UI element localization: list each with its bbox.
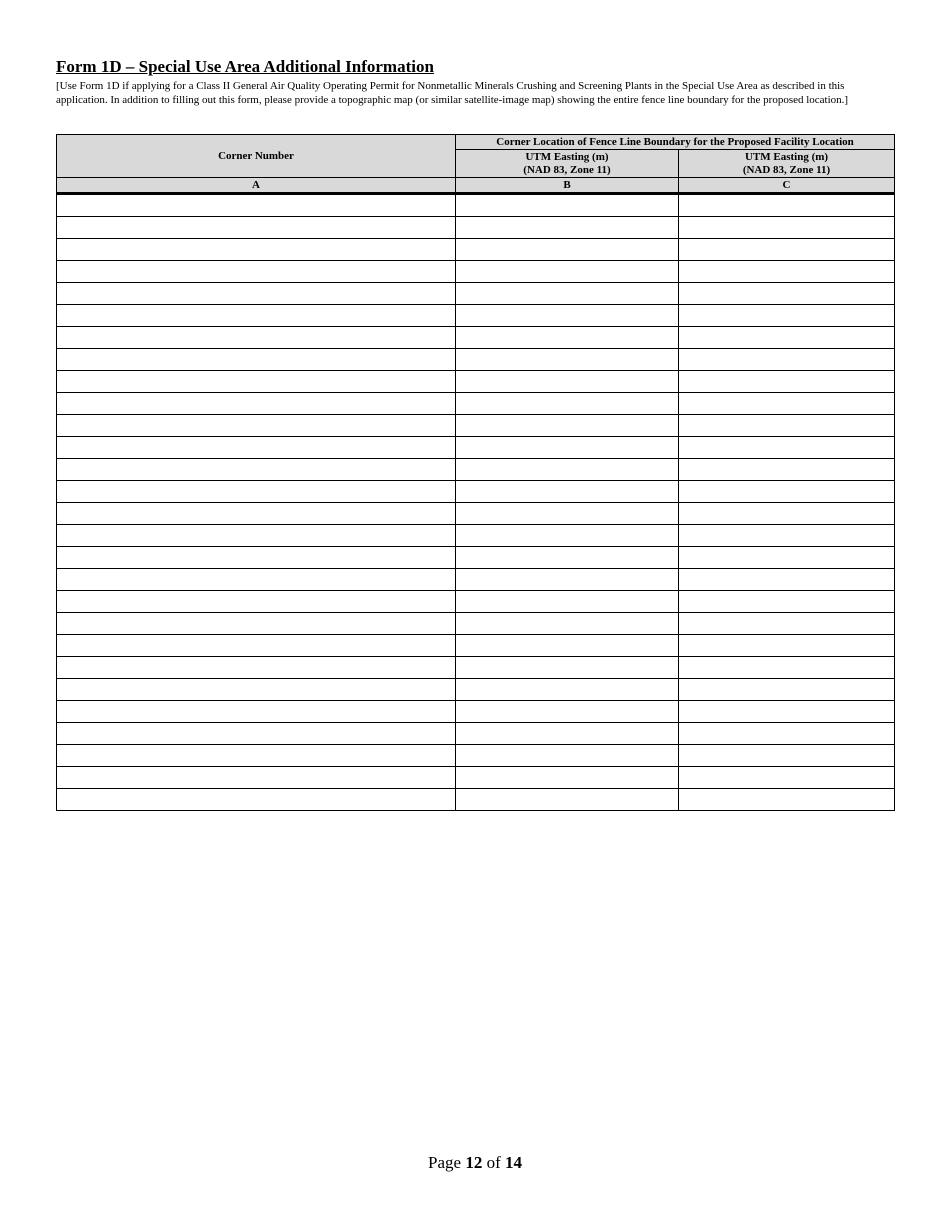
table-row: [57, 569, 895, 591]
utm-column-b-header: [456, 150, 679, 178]
table-row: [57, 481, 895, 503]
utm-easting-b-cell[interactable]: [456, 503, 679, 525]
utm-easting-b-cell[interactable]: [456, 569, 679, 591]
utm-easting-b-cell[interactable]: [456, 745, 679, 767]
corner-number-cell[interactable]: [57, 481, 456, 503]
table-row: [57, 415, 895, 437]
utm-easting-b-cell[interactable]: [456, 547, 679, 569]
utm-easting-c-cell[interactable]: [679, 701, 895, 723]
utm-easting-c-cell[interactable]: [679, 194, 895, 217]
table-row: [57, 283, 895, 305]
table-row: [57, 239, 895, 261]
table-row: [57, 437, 895, 459]
fence-line-table-body: [57, 194, 895, 811]
utm-easting-c-cell[interactable]: [679, 459, 895, 481]
corner-number-cell[interactable]: [57, 679, 456, 701]
total-pages-number: 14: [504, 1153, 522, 1172]
utm-easting-b-cell[interactable]: [456, 635, 679, 657]
utm-easting-c-cell[interactable]: [679, 525, 895, 547]
corner-number-cell[interactable]: [57, 415, 456, 437]
utm-easting-c-cell[interactable]: [679, 613, 895, 635]
table-row: [57, 745, 895, 767]
utm-easting-c-cell[interactable]: [679, 349, 895, 371]
utm-easting-c-cell[interactable]: [679, 437, 895, 459]
utm-easting-b-cell[interactable]: [456, 305, 679, 327]
fence-line-group-header: Corner Location of Fence Line Boundary for the Proposed Facility Location: [456, 135, 895, 150]
table-row: [57, 789, 895, 811]
utm-easting-c-cell[interactable]: [679, 327, 895, 349]
corner-number-cell[interactable]: [57, 657, 456, 679]
form-instructions: [Use Form 1D if applying for a Class II General Air Quality Operating Permit for Nonmetallic Minerals Crushing and Screening Plants in the Special Use Area as described in this application. In addition to filling out this form, please provide a topographic map (or similar satellite-image map) showing the entire fence line boundary for the proposed location.]: [56, 80, 849, 106]
utm-easting-b-cell[interactable]: [456, 261, 679, 283]
corner-number-cell[interactable]: [57, 525, 456, 547]
utm-easting-b-cell[interactable]: [456, 415, 679, 437]
corner-number-cell[interactable]: [57, 591, 456, 613]
utm-easting-b-cell[interactable]: [456, 283, 679, 305]
utm-easting-b-cell[interactable]: [456, 657, 679, 679]
of-word: of: [486, 1153, 501, 1172]
corner-number-cell[interactable]: [57, 305, 456, 327]
table-row: [57, 305, 895, 327]
utm-easting-b-cell[interactable]: [456, 327, 679, 349]
utm-easting-c-cell[interactable]: [679, 239, 895, 261]
utm-easting-b-cell[interactable]: [456, 393, 679, 415]
utm-easting-b-cell[interactable]: [456, 723, 679, 745]
table-row: [57, 767, 895, 789]
table-row: [57, 547, 895, 569]
utm-easting-c-cell[interactable]: [679, 635, 895, 657]
utm-easting-c-cell[interactable]: [679, 503, 895, 525]
table-row: [57, 327, 895, 349]
utm-easting-c-cell[interactable]: [679, 657, 895, 679]
corner-number-header: Corner Number: [57, 135, 456, 178]
utm-easting-b-cell[interactable]: [456, 591, 679, 613]
column-letter-c: C: [679, 178, 895, 194]
column-letter-b: B: [456, 178, 679, 194]
current-page-number: 12: [465, 1153, 483, 1172]
utm-column-b-header-line1: UTM Easting (m): [525, 150, 609, 163]
table-row: [57, 393, 895, 415]
table-row: [57, 591, 895, 613]
corner-number-cell[interactable]: [57, 283, 456, 305]
utm-easting-b-cell[interactable]: [456, 217, 679, 239]
page-title: Form 1D – Special Use Area Additional Information: [56, 57, 434, 76]
utm-easting-c-cell[interactable]: [679, 745, 895, 767]
utm-easting-b-cell[interactable]: [456, 679, 679, 701]
corner-number-cell[interactable]: [57, 701, 456, 723]
utm-easting-c-cell[interactable]: [679, 393, 895, 415]
utm-easting-b-cell[interactable]: [456, 613, 679, 635]
utm-easting-c-cell[interactable]: [679, 723, 895, 745]
table-row: [57, 194, 895, 217]
utm-easting-b-cell[interactable]: [456, 481, 679, 503]
utm-column-c-header-line1: UTM Easting (m): [744, 150, 829, 163]
table-row: [57, 371, 895, 393]
utm-easting-c-cell[interactable]: [679, 261, 895, 283]
utm-easting-c-cell[interactable]: [679, 679, 895, 701]
utm-easting-c-cell[interactable]: [679, 305, 895, 327]
corner-number-cell[interactable]: [57, 239, 456, 261]
corner-number-cell[interactable]: [57, 327, 456, 349]
column-letter-a: A: [57, 178, 456, 194]
corner-number-cell[interactable]: [57, 503, 456, 525]
corner-number-cell[interactable]: [57, 371, 456, 393]
utm-easting-b-cell[interactable]: [456, 789, 679, 811]
corner-number-cell[interactable]: [57, 349, 456, 371]
utm-easting-b-cell[interactable]: [456, 767, 679, 789]
utm-easting-b-cell[interactable]: [456, 437, 679, 459]
utm-easting-c-cell[interactable]: [679, 789, 895, 811]
utm-easting-b-cell[interactable]: [456, 239, 679, 261]
table-row: [57, 701, 895, 723]
corner-number-cell[interactable]: [57, 194, 456, 217]
page-footer: [0, 1153, 950, 1173]
table-row: [57, 723, 895, 745]
table-row: [57, 217, 895, 239]
table-row: [57, 261, 895, 283]
utm-easting-b-cell[interactable]: [456, 349, 679, 371]
page-word: Page: [428, 1153, 462, 1172]
table-row: [57, 679, 895, 701]
corner-number-cell[interactable]: [57, 393, 456, 415]
table-row: [57, 503, 895, 525]
corner-number-cell[interactable]: [57, 635, 456, 657]
table-row: [57, 657, 895, 679]
corner-number-cell[interactable]: [57, 789, 456, 811]
corner-number-cell[interactable]: [57, 437, 456, 459]
utm-column-c-header: [679, 150, 895, 178]
table-row: [57, 613, 895, 635]
corner-number-cell[interactable]: [57, 613, 456, 635]
utm-easting-c-cell[interactable]: [679, 283, 895, 305]
corner-number-cell[interactable]: [57, 261, 456, 283]
corner-number-cell[interactable]: [57, 767, 456, 789]
utm-easting-c-cell[interactable]: [679, 481, 895, 503]
corner-number-cell[interactable]: [57, 459, 456, 481]
utm-easting-c-cell[interactable]: [679, 547, 895, 569]
utm-easting-b-cell[interactable]: [456, 371, 679, 393]
utm-easting-b-cell[interactable]: [456, 701, 679, 723]
utm-easting-c-cell[interactable]: [679, 767, 895, 789]
utm-easting-c-cell[interactable]: [679, 569, 895, 591]
utm-easting-b-cell[interactable]: [456, 525, 679, 547]
utm-easting-c-cell[interactable]: [679, 591, 895, 613]
corner-number-cell[interactable]: [57, 723, 456, 745]
table-row: [57, 349, 895, 371]
corner-number-cell[interactable]: [57, 217, 456, 239]
corner-number-cell[interactable]: [57, 547, 456, 569]
utm-easting-c-cell[interactable]: [679, 415, 895, 437]
table-row: [57, 459, 895, 481]
table-row: [57, 635, 895, 657]
utm-easting-c-cell[interactable]: [679, 217, 895, 239]
utm-easting-b-cell[interactable]: [456, 459, 679, 481]
utm-column-b-header-line2: (NAD 83, Zone 11): [523, 163, 611, 176]
fence-line-table: [56, 134, 895, 811]
table-row: [57, 525, 895, 547]
corner-number-cell[interactable]: [57, 569, 456, 591]
corner-number-cell[interactable]: [57, 745, 456, 767]
utm-easting-c-cell[interactable]: [679, 371, 895, 393]
utm-easting-b-cell[interactable]: [456, 194, 679, 217]
utm-column-c-header-line2: (NAD 83, Zone 11): [742, 163, 831, 176]
